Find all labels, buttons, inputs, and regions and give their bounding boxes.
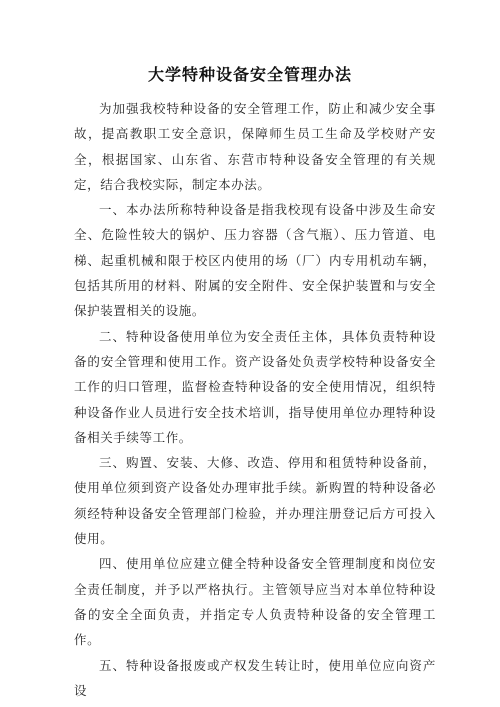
paragraph-intro: 为加强我校特种设备的安全管理工作，防止和减少安全事故，提高教职工安全意识，保障师生员工生命及学校财产安全，根据国家、山东省、东营市特种设备安全管理的有关规定，结合我校实际，制定本办法。 (74, 101, 436, 192)
document-body (74, 96, 436, 703)
paragraph-article-2: 二、特种设备使用单位为安全责任主体，具体负责特种设备的安全管理和使用工作。资产设备处负责学校特种设备安全工作的归口管理，监督检查特种设备的安全使用情况，组织特种设备作业人员进行安全技术培训，指导使用单位办理特种设备相关手续等工作。 (74, 328, 436, 445)
paragraph-article-3: 三、购置、安装、大修、改造、停用和租赁特种设备前，使用单位须到资产设备处办理审批手续。新购置的特种设备必须经特种设备安全管理部门检验，并办理注册登记后方可投入使用。 (74, 455, 436, 547)
paragraph-article-5: 五、特种设备报废或产权发生转让时，使用单位应向资产设 (74, 657, 436, 698)
paragraph-article-4: 四、使用单位应建立健全特种设备安全管理制度和岗位安全责任制度，并予以严格执行。主管领导应当对本单位特种设备的安全全面负责，并指定专人负责特种设备的安全管理工作。 (74, 556, 436, 648)
page-title: 大学特种设备安全管理办法 (147, 65, 352, 84)
paragraph-article-1: 一、本办法所称特种设备是指我校现有设备中涉及生命安全、危险性较大的锅炉、压力容器（含气瓶）、压力管道、电梯、起重机械和限于校区内使用的场（厂）内专用机动车辆，包括其所用的材料、附属的安全附件、安全保护装置和与安全保护装置相关的设施。 (74, 202, 436, 319)
